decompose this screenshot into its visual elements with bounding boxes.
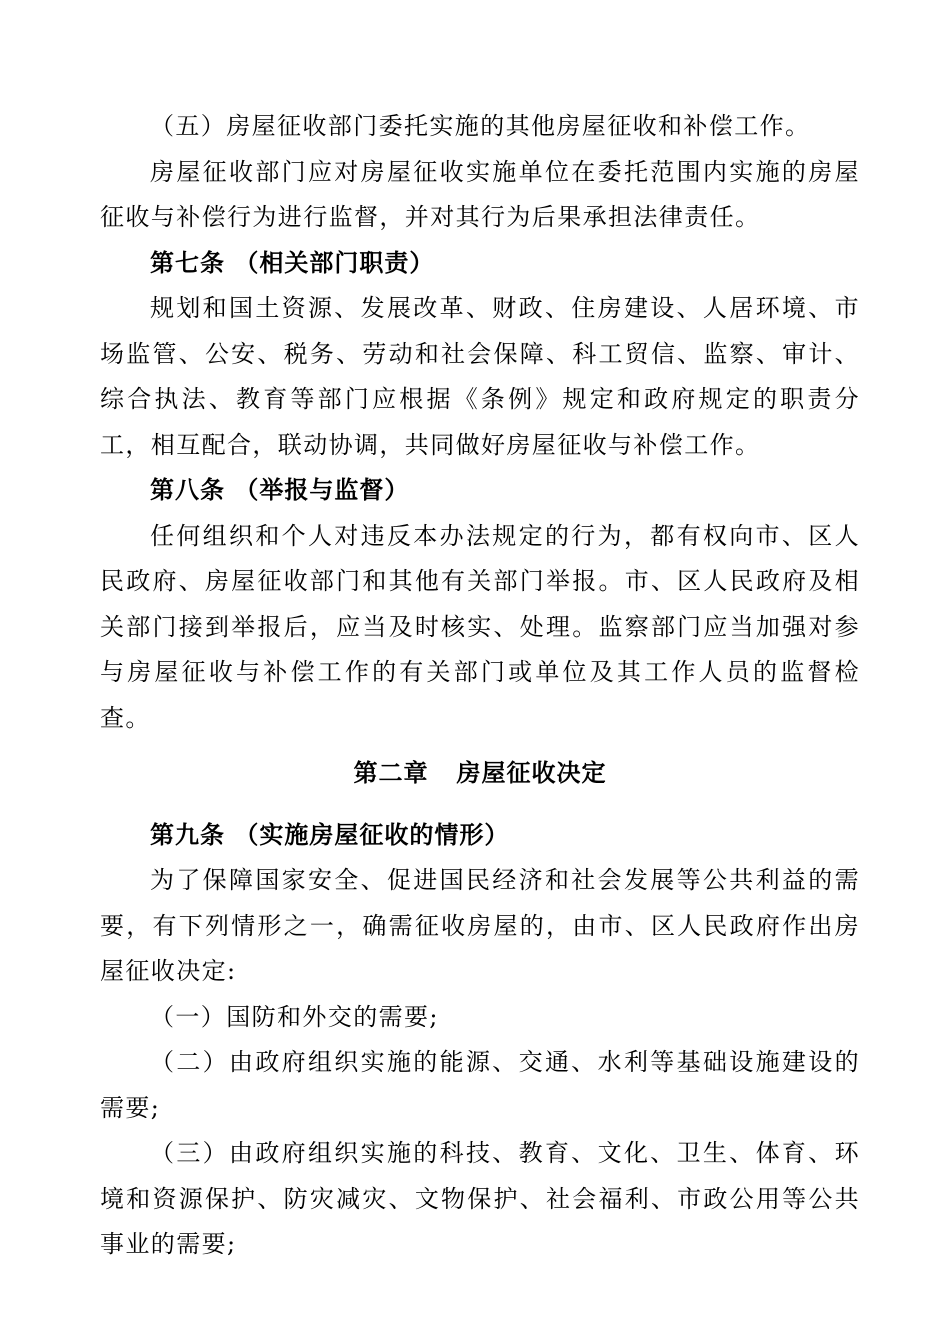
article-9-body: 为了保障国家安全、促进国民经济和社会发展等公共利益的需要，有下列情形之一，确需征收房屋的，由市、区人民政府作出房屋征收决定: (100, 866, 860, 985)
article-7-body: 规划和国土资源、发展改革、财政、住房建设、人居环境、市场监管、公安、税务、劳动和社会保障、科工贸信、监察、审计、综合执法、教育等部门应根据《条例》规定和政府规定的职责分工，相互配合，联动协调，共同做好房屋征收与补偿工作。 (100, 294, 860, 459)
paragraph-item-5: （五）房屋征收部门委托实施的其他房屋征收和补偿工作。 (150, 112, 811, 140)
chapter-number: 第二章 (353, 759, 429, 787)
list-item-3: （三）由政府组织实施的科技、教育、文化、卫生、体育、环境和资源保护、防灾减灾、文物保护、社会福利、市政公用等公共事业的需要; (100, 1139, 860, 1258)
paragraph-supervision: 房屋征收部门应对房屋征收实施单位在委托范围内实施的房屋征收与补偿行为进行监督，并对其行为后果承担法律责任。 (100, 157, 860, 231)
document-body (100, 104, 860, 1268)
list-item-1: （一）国防和外交的需要; (150, 1002, 439, 1031)
chapter-heading (100, 751, 860, 797)
article-7-heading: 第七条 （相关部门职责） (150, 248, 435, 277)
list-item-2: （二）由政府组织实施的能源、交通、水利等基础设施建设的需要; (100, 1048, 860, 1122)
chapter-title: 房屋征收决定 (456, 759, 607, 787)
article-8-heading: 第八条 （举报与监督） (150, 476, 410, 504)
article-9-heading: 第九条 （实施房屋征收的情形） (150, 820, 510, 849)
article-8-body: 任何组织和个人对违反本办法规定的行为，都有权向市、区人民政府、房屋征收部门和其他有关部门举报。市、区人民政府及相关部门接到举报后，应当及时核实、处理。监察部门应当加强对参与房屋征收与补偿工作的有关部门或单位及其工作人员的监督检查。 (100, 521, 860, 732)
